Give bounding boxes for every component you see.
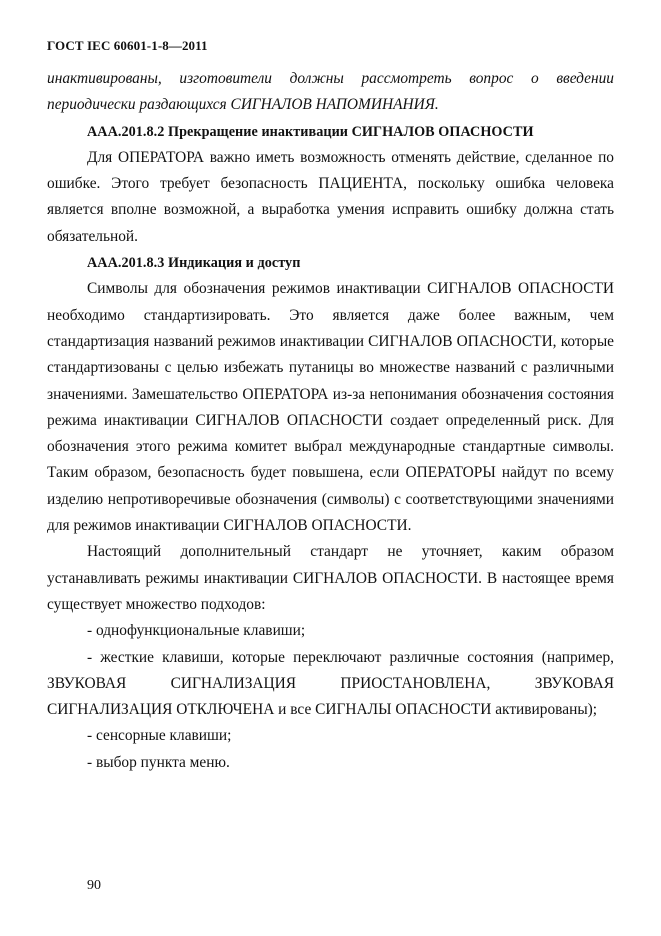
list-item: - выбор пункта меню. bbox=[87, 753, 230, 771]
section-heading-8-3: ААА.201.8.3 Индикация и доступ bbox=[87, 255, 301, 272]
document-page bbox=[47, 0, 614, 936]
list-item: - сенсорные клавиши; bbox=[87, 727, 232, 745]
section-heading-8-2: ААА.201.8.2 Прекращение инактивации СИГНАЛОВ ОПАСНОСТИ bbox=[87, 123, 534, 140]
page-number: 90 bbox=[87, 878, 101, 893]
list-item: - жесткие клавиши, которые переключают различные состояния (например, ЗВУКОВАЯ СИГНАЛИЗАЦИЯ ПРИОСТАНОВЛЕНА, ЗВУКОВАЯ СИГНАЛИЗАЦИЯ ОТКЛЮЧЕНА и все СИГНАЛЫ ОПАСНОСТИ активированы); bbox=[47, 648, 614, 719]
list-item: - однофункциональные клавиши; bbox=[87, 622, 306, 640]
paragraph: Символы для обозначения режимов инактивации СИГНАЛОВ ОПАСНОСТИ необходимо стандартизировать. Это является даже более важным, чем стандартизация названий режимов инактивации СИГНАЛОВ ОПАСНОСТИ, которые стандартизованы с целью избежать путаницы во множестве названий с различными значениями. Замешательство ОПЕРАТОРА из-за непонимания обозначения состояния режима инактивации СИГНАЛОВ ОПАСНОСТИ создает определенный риск. Для обозначения этого режима комитет выбрал международные стандартные символы. Таким образом, безопасность будет повышена, если ОПЕРАТОРЫ найдут по всему изделию непротиворечивые обозначения (символы) с соответствующими значениями для режимов инактивации СИГНАЛОВ ОПАСНОСТИ. bbox=[47, 280, 614, 535]
paragraph: Настоящий дополнительный стандарт не уточняет, каким образом устанавливать режимы инактивации СИГНАЛОВ ОПАСНОСТИ. В настоящее время существует множество подходов: bbox=[47, 543, 614, 613]
document-body bbox=[47, 66, 614, 776]
paragraph: Для ОПЕРАТОРА важно иметь возможность отменять действие, сделанное по ошибке. Этого требует безопасность ПАЦИЕНТА, поскольку ошибка человека является вполне возможной, а выработка умения исправить ошибку должна стать обязательной. bbox=[47, 148, 614, 245]
document-header: ГОСТ IEC 60601-1-8—2011 bbox=[47, 38, 208, 53]
paragraph-continuation: инактивированы, изготовители должны рассмотреть вопрос о введении периодически раздающихся СИГНАЛОВ НАПОМИНАНИЯ. bbox=[47, 70, 614, 114]
